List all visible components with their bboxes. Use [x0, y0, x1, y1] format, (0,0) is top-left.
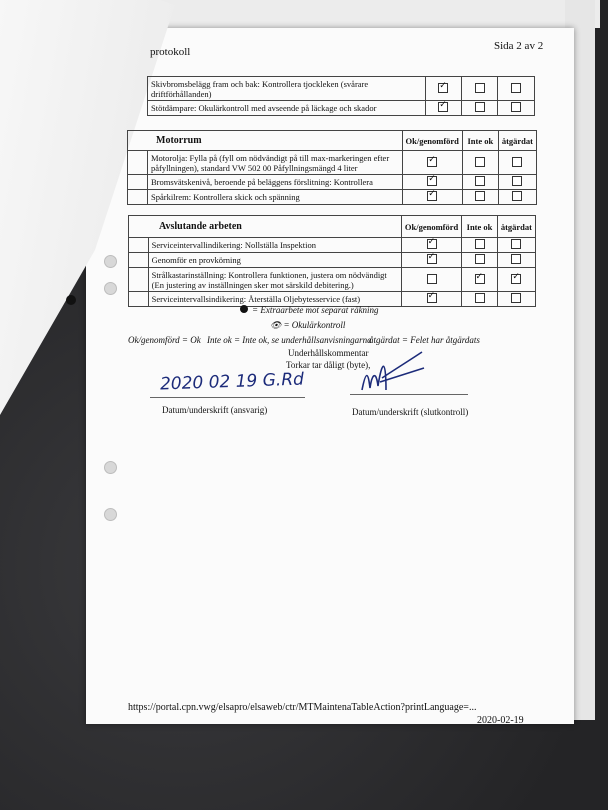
- handwritten-date-signature: 2020 02 19 G.Rd: [159, 369, 305, 395]
- footer-url: https://portal.cpn.vwg/elsapro/elsaweb/ctr/MTMaintenaTableAction?printLanguage=...: [128, 702, 477, 713]
- col-ok: Ok/genomförd: [401, 216, 461, 238]
- signature-line-right: [350, 394, 468, 395]
- row-label: Strålkastarinställning: Kontrollera funktionen, justera om nödvändigt (En justering av inställningen sker mot särskild debitering.): [148, 268, 401, 292]
- col-atgardat: åtgärdat: [497, 216, 535, 238]
- row-label: Genomför en provkörning: [148, 253, 401, 268]
- checkbox-atgardat[interactable]: [512, 176, 522, 186]
- avslutande-table: [128, 215, 536, 307]
- checkbox-atgardat[interactable]: [511, 274, 521, 284]
- punch-hole: [104, 461, 117, 474]
- checkbox-inte-ok[interactable]: [475, 157, 485, 167]
- page-number: Sida 2 av 2: [494, 40, 544, 52]
- signature-label-left: Datum/underskrift (ansvarig): [162, 405, 268, 415]
- col-atgardat: åtgärdat: [498, 131, 536, 151]
- checkbox-inte-ok[interactable]: [475, 274, 485, 284]
- checkbox-ok[interactable]: [427, 157, 437, 167]
- checkbox-ok[interactable]: [427, 191, 437, 201]
- checkbox-ok[interactable]: [438, 83, 448, 93]
- checkbox-inte-ok[interactable]: [475, 176, 485, 186]
- eye-icon: 👁: [270, 321, 282, 331]
- checkbox-inte-ok[interactable]: [475, 293, 485, 303]
- legend-extra: = Extraarbete mot separat räkning: [240, 305, 379, 315]
- checkbox-ok[interactable]: [427, 274, 437, 284]
- checkbox-inte-ok[interactable]: [475, 83, 485, 93]
- checkbox-atgardat[interactable]: [511, 239, 521, 249]
- signature-scribble: [352, 350, 432, 398]
- legend-atgardat: åtgärdat = Felet har åtgärdats: [369, 335, 480, 345]
- signature-label-right: Datum/underskrift (slutkontroll): [352, 407, 469, 417]
- checkbox-inte-ok[interactable]: [475, 191, 485, 201]
- section-title: Avslutande arbeten: [129, 216, 402, 238]
- row-label: Motorolja: Fylla på (fyll om nödvändigt på till max-markeringen efter påfyllningen), standard VW 502 00 Påfyllningsmängd 4 liter: [147, 151, 402, 175]
- row-label: Stötdämpare: Okulärkontroll med avseende på läckage och skador: [148, 101, 426, 116]
- brakes-table: [147, 76, 535, 116]
- checkbox-atgardat[interactable]: [512, 191, 522, 201]
- punch-hole: [66, 295, 76, 305]
- legend-okular: 👁 = Okulärkontroll: [270, 320, 346, 331]
- checkbox-atgardat[interactable]: [511, 102, 521, 112]
- row-label: Serviceintervallsindikering: Återställa Oljebytesservice (fast): [148, 292, 401, 307]
- checkbox-ok[interactable]: [427, 254, 437, 264]
- row-label: Skivbromsbelägg fram och bak: Kontrollera tjockleken (svårare driftförhållanden): [148, 77, 426, 101]
- footer-date: 2020-02-19: [477, 715, 524, 726]
- checkbox-atgardat[interactable]: [512, 157, 522, 167]
- row-label: Spårkilrem: Kontrollera skick och spänning: [147, 190, 402, 205]
- section-title: Motorrum: [128, 131, 403, 151]
- col-inte-ok: Inte ok: [462, 131, 498, 151]
- row-label: Bromsvätskenivå, beroende på beläggens förslitning: Kontrollera: [147, 175, 402, 190]
- checkbox-atgardat[interactable]: [511, 293, 521, 303]
- checkbox-ok[interactable]: [427, 176, 437, 186]
- signature-line-left: [150, 397, 305, 398]
- punch-hole: [104, 255, 117, 268]
- checkbox-ok[interactable]: [427, 293, 437, 303]
- punch-hole: [104, 282, 117, 295]
- checkbox-inte-ok[interactable]: [475, 239, 485, 249]
- punch-hole: [104, 508, 117, 521]
- checkbox-atgardat[interactable]: [511, 254, 521, 264]
- checkbox-inte-ok[interactable]: [475, 254, 485, 264]
- document-title: protokoll: [150, 46, 191, 58]
- row-label: Serviceintervallindikering: Nollställa Inspektion: [148, 238, 401, 253]
- checkbox-atgardat[interactable]: [511, 83, 521, 93]
- checkbox-ok[interactable]: [438, 102, 448, 112]
- motorrum-table: [127, 130, 537, 205]
- filled-dot-icon: [240, 305, 248, 313]
- checkbox-inte-ok[interactable]: [475, 102, 485, 112]
- col-inte-ok: Inte ok: [462, 216, 498, 238]
- comment-title: Underhållskommentar: [288, 348, 369, 358]
- checkbox-ok[interactable]: [427, 239, 437, 249]
- comment-text: Torkar tar dåligt (byte),: [286, 360, 371, 370]
- col-ok: Ok/genomförd: [402, 131, 462, 151]
- legend-inte: Inte ok = Inte ok, se underhållsanvisningarna: [207, 335, 372, 345]
- legend-ok: Ok/genomförd = Ok: [128, 335, 201, 345]
- page-behind-top: [160, 0, 600, 28]
